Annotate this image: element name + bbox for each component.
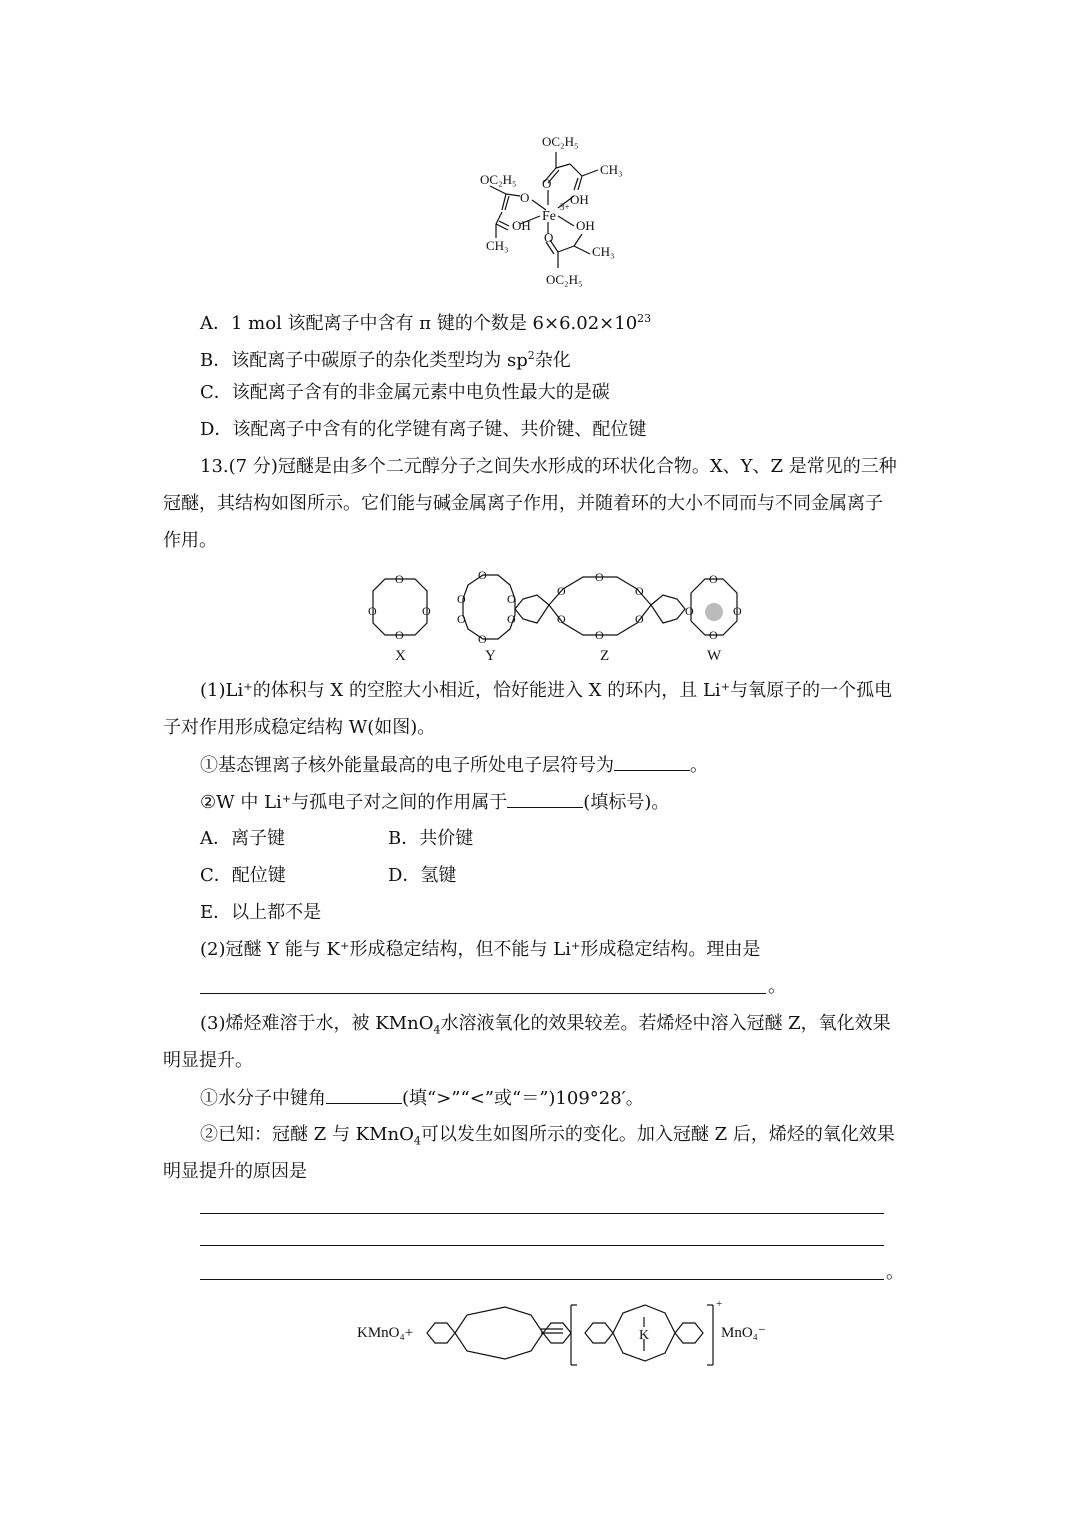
o-atom: O (595, 628, 604, 642)
reactant-label: KMnO₄+ (357, 1325, 414, 1341)
o-atom: O (709, 628, 718, 642)
option-d: D．该配离子中含有的化学键有离子键、共价键、配位键 (200, 419, 647, 440)
choice-c: C．配位键 (200, 865, 286, 886)
choice-e: E．以上都不是 (200, 902, 322, 923)
fe-complex-structure (470, 130, 640, 295)
o-atom: O (507, 592, 516, 606)
answer-line[interactable] (200, 1279, 884, 1280)
ring-label-z: Z (600, 648, 610, 664)
q13-stem: 作用。 (163, 530, 217, 551)
o-atom: O (685, 604, 694, 618)
answer-line[interactable] (200, 993, 766, 994)
choice-a: A．离子键 (200, 828, 285, 849)
choice-d: D．氢键 (388, 865, 457, 886)
o-atom: O (395, 628, 404, 642)
period: 。 (886, 1262, 904, 1283)
o-atom: O (457, 592, 466, 606)
li-ion-marker (705, 603, 723, 621)
part3-q2: 明显提升的原因是 (163, 1161, 307, 1182)
part1-text: (1)Li⁺的体积与 X 的空腔大小相近，恰好能进入 X 的环内，且 Li⁺与氧原子的一个孤电 (200, 680, 893, 701)
part3-q2: ②已知：冠醚 Z 与 KMnO$_4$可以发生如图所示的变化。加入冠醚 Z 后，烯烃的氧化效果 (200, 1124, 895, 1148)
o-atom: O (457, 612, 466, 626)
o-atom: O (557, 584, 566, 598)
fe-label: OC₂H₅ (542, 134, 579, 149)
anion-label: MnO₄⁻ (721, 1325, 766, 1341)
answer-line[interactable] (200, 1213, 884, 1214)
o-atom: O (635, 584, 644, 598)
fe-label: 3+ (560, 202, 570, 212)
o-atom: O (478, 568, 487, 582)
o-atom: O (368, 604, 377, 618)
part2-text: (2)冠醚 Y 能与 K⁺形成稳定结构，但不能与 Li⁺形成稳定结构。理由是 (200, 939, 761, 960)
o-atom: O (733, 604, 742, 618)
answer-blank[interactable] (614, 752, 690, 771)
fe-label: O (544, 230, 554, 245)
part3-q1: ①水分子中键角 (填“>”“<”或“＝”)109°28′。 (200, 1085, 644, 1112)
fe-label: OH (576, 218, 595, 233)
o-atom: O (478, 632, 487, 646)
fe-label: OH (570, 192, 589, 207)
potassium-label: K (639, 1328, 650, 1343)
fe-label: OC₂H₅ (546, 272, 583, 287)
part3-text: (3)烯烃难溶于水，被 KMnO$_4$水溶液氧化的效果较差。若烯烃中溶入冠醚 Z，氧化效果 (200, 1013, 891, 1037)
ring-label-w: W (707, 648, 722, 664)
period: 。 (768, 976, 786, 997)
part1-q1: ①基态锂离子核外能量最高的电子所处电子层符号为 。 (200, 752, 708, 779)
part1-q2: ②W 中 Li⁺与孤电子对之间的作用属于 (填标号)。 (200, 789, 669, 816)
fe-label: CH₃ (486, 238, 509, 253)
fe-label: OC₂H₅ (480, 172, 517, 187)
part3-text: 明显提升。 (163, 1050, 253, 1071)
o-atom: O (557, 612, 566, 626)
charge-label: + (716, 1298, 723, 1310)
o-atom: O (635, 612, 644, 626)
o-atom: O (395, 572, 404, 586)
fe-label: OH (512, 218, 531, 233)
answer-blank[interactable] (507, 789, 583, 808)
fe-label: CH₃ (600, 162, 623, 177)
fe-label: Fe (542, 209, 556, 224)
choice-b: B．共价键 (388, 828, 474, 849)
ring-label-x: X (395, 648, 406, 664)
q13-stem: 13.(7 分)冠醚是由多个二元醇分子之间失水形成的环状化合物。X、Y、Z 是常见的三种 (200, 456, 897, 477)
crown-ethers-figure (355, 565, 765, 665)
answer-blank[interactable] (326, 1085, 402, 1104)
fe-label: CH₃ (592, 244, 615, 259)
o-atom: O (507, 612, 516, 626)
part1-text: 子对作用形成稳定结构 W(如图)。 (163, 717, 436, 738)
fe-label: O (520, 190, 530, 205)
reaction-scheme (355, 1295, 775, 1375)
o-atom: O (709, 572, 718, 586)
answer-line[interactable] (200, 1245, 884, 1246)
ring-label-y: Y (485, 648, 496, 664)
o-atom: O (422, 604, 431, 618)
option-a: A．1 mol 该配离子中含有 π 键的个数是 $6\times 6.02\times 10^{23}$ (200, 312, 652, 334)
option-b: B．该配离子中碳原子的杂化类型均为 $sp^2$杂化 (200, 349, 571, 371)
option-c: C．该配离子含有的非金属元素中电负性最大的是碳 (200, 382, 610, 403)
q13-stem: 冠醚，其结构如图所示。它们能与碱金属离子作用，并随着环的大小不同而与不同金属离子 (163, 493, 883, 514)
o-atom: O (595, 570, 604, 584)
fe-label: O (542, 176, 552, 191)
